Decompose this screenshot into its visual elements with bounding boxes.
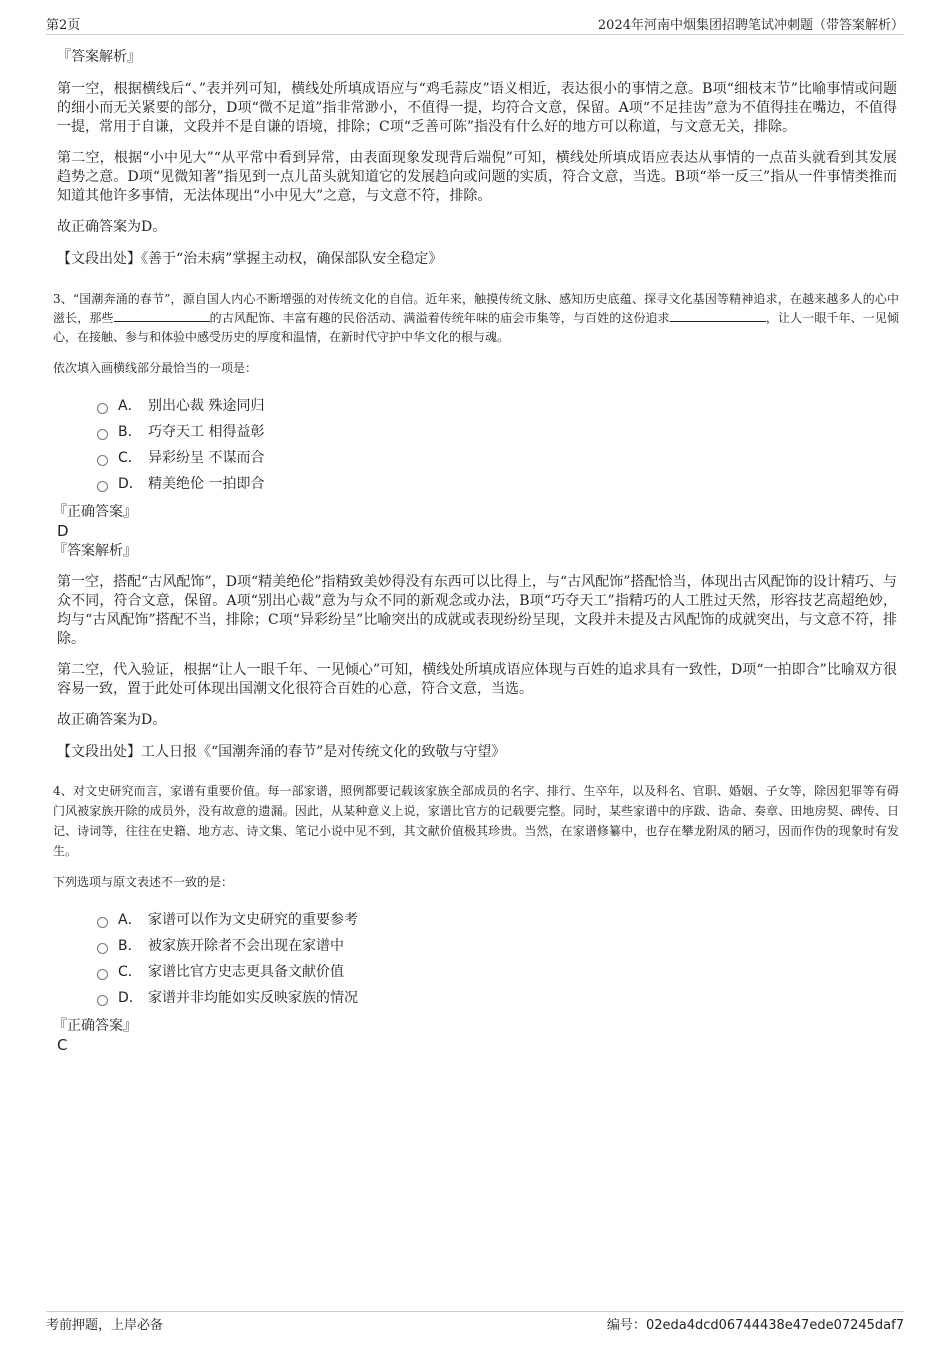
page-number: 第2页 bbox=[46, 18, 81, 33]
q4-answer-label: 『正确答案』 bbox=[53, 1018, 137, 1034]
footer-slogan: 考前押题，上岸必备 bbox=[46, 1318, 164, 1333]
radio-icon[interactable] bbox=[97, 943, 108, 954]
q4-prompt: 下列选项与原文表述不一致的是： bbox=[53, 875, 234, 889]
page-content bbox=[53, 46, 899, 1054]
radio-icon[interactable] bbox=[97, 403, 108, 414]
prev-analysis-label: 『答案解析』 bbox=[57, 49, 141, 65]
q3-text: 3、“国潮奔涌的春节”，源自国人内心不断增强的对传统文化的自信。近年来，触摸传统文脉、感知历史底蕴、探寻文化基因等精神追求，在越来越多人的心中滋长，那些 的古风配饰、丰富有趣的民俗活动、满溢着传统年味的庙会市集等，与百姓的这份追求 ，让人一眼千年、一见倾心，在接触、参与和体验中感受历史的厚度和温情，在新时代守护中华文化的根与魂。 bbox=[53, 292, 899, 344]
q3-prompt: 依次填入画横线部分最恰当的一项是： bbox=[53, 361, 258, 375]
q3-option-c[interactable]: C． 异彩纷呈 不谋而合 bbox=[97, 445, 897, 471]
document-id: 编号：02eda4dcd06744438e47ede07245daf7 bbox=[606, 1318, 904, 1333]
q3-option-a[interactable]: A． 别出心裁 殊途同归 bbox=[97, 393, 897, 419]
q3-analysis-label: 『答案解析』 bbox=[53, 543, 137, 559]
radio-icon[interactable] bbox=[97, 995, 108, 1006]
q4-text: 4、对文史研究而言，家谱有重要价值。每一部家谱，照例都要记载该家族全部成员的名字、排行、生卒年，以及科名、官职、婚姻、子女等，除因犯罪等有碍门风被家族开除的成员外，没有故意的遗漏。因此，从某种意义上说，家谱比官方的记载要完整。同时，某些家谱中的序跋、诰命、奏章、田地房契、碑传、日记、诗词等，往往在史籍、地方志、诗文集、笔记小说中见不到，其文献价值极其珍贵。当然，在家谱修纂中，也存在攀龙附凤的陋习，因而作伪的现象时有发生。 bbox=[53, 784, 899, 858]
q3-analysis-p2: 第二空，代入验证，根据“让人一眼千年、一见倾心”可知，横线处所填成语应体现与百姓的追求具有一致性，D项“一拍即合”比喻双方很容易一致，置于此处可体现出国潮文化很符合百姓的心意，符合文意，当选。 bbox=[57, 662, 897, 697]
prev-conclusion: 故正确答案为D。 bbox=[57, 219, 167, 235]
q3-option-b[interactable]: B． 巧夺天工 相得益彰 bbox=[97, 419, 897, 445]
q4-option-a[interactable]: A． 家谱可以作为文史研究的重要参考 bbox=[97, 907, 897, 933]
q3-option-d[interactable]: D． 精美绝伦 一拍即合 bbox=[97, 471, 897, 497]
q4-option-c[interactable]: C． 家谱比官方史志更具备文献价值 bbox=[97, 959, 897, 985]
radio-icon[interactable] bbox=[97, 969, 108, 980]
q4-option-b[interactable]: B． 被家族开除者不会出现在家谱中 bbox=[97, 933, 897, 959]
q3-blank-1 bbox=[114, 310, 210, 322]
radio-icon[interactable] bbox=[97, 481, 108, 492]
radio-icon[interactable] bbox=[97, 429, 108, 440]
radio-icon[interactable] bbox=[97, 917, 108, 928]
q3-answer-label: 『正确答案』 bbox=[53, 504, 137, 520]
q3-options bbox=[97, 393, 897, 497]
q4-options bbox=[97, 907, 897, 1011]
q3-conclusion: 故正确答案为D。 bbox=[57, 712, 167, 728]
q4-option-d[interactable]: D． 家谱并非均能如实反映家族的情况 bbox=[97, 985, 897, 1011]
radio-icon[interactable] bbox=[97, 455, 108, 466]
prev-analysis-p2: 第二空，根据“小中见大”“从平常中看到异常，由表面现象发现背后端倪”可知，横线处所填成语应表达从事情的一点苗头就看到其发展趋势之意。D项“见微知著”指见到一点儿苗头就知道它的发展趋向或问题的实质，符合文意，当选。B项“举一反三”指从一件事情类推而知道其他许多事情，无法体现出“小中见大”之意，与文意不符，排除。 bbox=[57, 150, 897, 204]
prev-source: 【文段出处】《善于“治未病”掌握主动权，确保部队安全稳定》 bbox=[57, 251, 443, 267]
prev-analysis-p1: 第一空，根据横线后“、”表并列可知，横线处所填成语应与“鸡毛蒜皮”语义相近，表达很小的事情之意。B项“细枝末节”比喻事情或问题的细小而无关紧要的部分，D项“微不足道”指非常渺小，不值得一提，均符合文意，保留。A项“不足挂齿”意为不值得挂在嘴边，不值得一提，常用于自谦，文段并不是自谦的语境，排除；C项“乏善可陈”指没有什么好的地方可以称道，与文意无关，排除。 bbox=[57, 81, 897, 135]
q3-answer: D bbox=[57, 522, 69, 540]
q3-source: 【文段出处】工人日报《“国潮奔涌的春节”是对传统文化的致敬与守望》 bbox=[57, 744, 506, 760]
page-footer bbox=[46, 1311, 904, 1333]
document-title: 2024年河南中烟集团招聘笔试冲刺题（带答案解析） bbox=[597, 18, 904, 33]
q3-blank-2 bbox=[670, 310, 766, 322]
q4-answer: C bbox=[57, 1036, 68, 1054]
page-header bbox=[46, 14, 904, 35]
q3-analysis-p1: 第一空，搭配“古风配饰”，D项“精美绝伦”指精致美妙得没有东西可以比得上，与“古风配饰”搭配恰当，体现出古风配饰的设计精巧、与众不同，符合文意，保留。A项“别出心裁”意为与众不同的新观念或办法，B项“巧夺天工”指精巧的人工胜过天然，形容技艺高超绝妙，均与“古风配饰”搭配不当，排除；C项“异彩纷呈”比喻突出的成就或表现纷纷呈现，文段并未提及古风配饰的成就突出，与文意不符，排除。 bbox=[57, 574, 897, 647]
